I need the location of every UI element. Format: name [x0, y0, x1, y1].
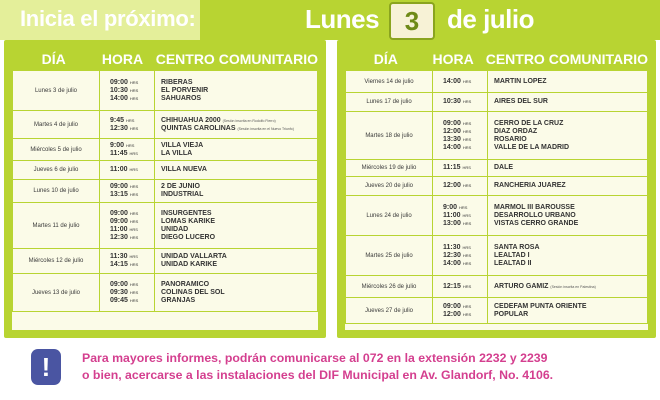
- header-month: de julio: [447, 4, 534, 34]
- center-name: [161, 95, 317, 103]
- row-centers: [155, 183, 317, 199]
- center-label: CHIHUAHUA 2000: [161, 116, 221, 124]
- hour-suffix: HRS: [462, 244, 471, 250]
- row-day: Lunes 24 de julio: [366, 212, 412, 219]
- table-body: [12, 70, 318, 312]
- hour-suffix: HRS: [462, 136, 472, 142]
- hour-suffix: HRS: [462, 220, 472, 226]
- hour-value: 12:30: [110, 233, 128, 241]
- row-hour: [443, 164, 487, 172]
- row-hour: [110, 125, 154, 133]
- hour-suffix: HRS: [125, 117, 135, 123]
- center-name: [161, 226, 317, 234]
- row-centers: [155, 281, 317, 305]
- footer-info: [82, 350, 553, 384]
- center-label: LEALTAD I: [494, 251, 530, 259]
- center-name: [161, 210, 317, 218]
- hour-suffix: HRS: [129, 184, 139, 189]
- hour-value: 11:00: [110, 225, 128, 233]
- table-row: [13, 248, 317, 273]
- center-name: [494, 144, 647, 152]
- center-name: [161, 183, 317, 191]
- center-label: VISTAS CERRO GRANDE: [494, 219, 579, 227]
- hour-suffix: HRS: [129, 210, 139, 216]
- row-day: Martes 11 de julio: [32, 222, 80, 229]
- row-hour: [110, 191, 154, 199]
- row-hour: [443, 128, 487, 136]
- center-label: LA VILLA: [161, 149, 193, 157]
- row-hour: [110, 142, 154, 150]
- center-name: [494, 260, 647, 268]
- row-hours: [99, 139, 155, 160]
- row-hour: [110, 87, 154, 95]
- row-hour: [110, 289, 154, 297]
- hour-suffix: HRS: [462, 260, 472, 266]
- hour-value: 11:30: [443, 243, 461, 251]
- hour-suffix: HRS: [129, 79, 139, 85]
- hour-value: 12:30: [443, 251, 461, 259]
- center-label: SANTA ROSA: [494, 243, 540, 251]
- center-label: ROSARIO: [494, 135, 527, 143]
- row-day: Martes 4 de julio: [33, 121, 79, 128]
- header-day-name: Lunes: [305, 4, 380, 34]
- table-row: [13, 179, 317, 202]
- row-hour: [443, 311, 487, 319]
- hour-value: 12:00: [443, 310, 461, 318]
- row-centers: [155, 142, 317, 158]
- row-hours: [432, 177, 488, 195]
- hour-suffix: HRS: [462, 120, 472, 126]
- hour-value: 09:45: [110, 296, 128, 304]
- row-hour: [443, 260, 487, 268]
- row-hour: [110, 166, 154, 174]
- row-day: Jueves 6 de julio: [33, 167, 79, 173]
- row-hours: [99, 249, 155, 273]
- hour-value: 11:00: [443, 211, 461, 219]
- center-name: [161, 261, 317, 269]
- row-centers: [488, 244, 647, 268]
- center-note: (Sesión inscrita en el Nuevo Triunfo): [237, 126, 294, 131]
- table-row: [13, 202, 317, 248]
- row-hour: [443, 78, 487, 86]
- row-hours: [432, 93, 488, 111]
- center-label: LOMAS KARIKE: [161, 217, 216, 225]
- hour-suffix: HRS: [462, 99, 472, 104]
- center-label: VILLA NUEVA: [161, 166, 207, 173]
- table-body: [345, 70, 648, 324]
- hour-value: 12:00: [443, 182, 461, 189]
- hour-value: 09:00: [443, 302, 461, 310]
- hour-suffix: HRS: [129, 262, 139, 267]
- center-name: [161, 166, 317, 174]
- row-hours: [99, 203, 155, 248]
- header-left-tab: [0, 0, 200, 40]
- row-hour: [110, 234, 154, 242]
- center-name: [161, 253, 317, 261]
- center-label: LEALTAD II: [494, 259, 532, 267]
- table-row: [13, 138, 317, 160]
- center-name: [161, 218, 317, 226]
- center-name: [494, 204, 647, 212]
- row-hour: [443, 204, 487, 212]
- table-header: [345, 48, 648, 70]
- row-centers: [488, 283, 647, 291]
- center-name: [494, 120, 647, 128]
- hour-suffix: HRS: [129, 87, 139, 93]
- hour-suffix: HRS: [129, 125, 139, 131]
- hour-value: 12:30: [110, 124, 128, 132]
- row-centers: [488, 120, 647, 152]
- center-name: [494, 311, 647, 319]
- center-name: [161, 297, 317, 305]
- table-row: [346, 111, 647, 159]
- table-row: [13, 160, 317, 179]
- center-label: CERRO DE LA CRUZ: [494, 119, 564, 127]
- row-day: Miércoles 26 de julio: [361, 283, 417, 290]
- row-day: Lunes 17 de julio: [366, 99, 412, 105]
- center-name: [494, 128, 647, 136]
- hour-value: 10:30: [443, 98, 461, 105]
- center-label: SAHUAROS: [161, 94, 202, 102]
- table-row: [13, 273, 317, 311]
- row-day: Martes 25 de julio: [365, 252, 413, 259]
- hour-suffix: HRS: [462, 311, 472, 317]
- row-hour: [110, 226, 154, 234]
- row-centers: [488, 303, 647, 319]
- row-centers: [155, 210, 317, 242]
- center-label: UNIDAD KARIKE: [161, 261, 217, 268]
- center-name: [161, 125, 317, 133]
- center-label: RIBERAS: [161, 78, 193, 86]
- center-name: [494, 212, 647, 220]
- hour-suffix: HRS: [129, 226, 138, 232]
- row-hours: [432, 196, 488, 235]
- hour-suffix: HRS: [129, 254, 138, 259]
- row-day: Lunes 3 de julio: [34, 87, 78, 94]
- center-name: [161, 79, 317, 87]
- row-hour: [443, 283, 487, 291]
- hour-value: 09:30: [110, 288, 128, 296]
- row-hour: [443, 136, 487, 144]
- center-name: [161, 191, 317, 199]
- row-hours: [432, 276, 488, 297]
- center-label: DIEGO LUCERO: [161, 233, 216, 241]
- table-header: [12, 48, 318, 70]
- row-day: Martes 18 de julio: [365, 132, 413, 139]
- row-hour: [443, 98, 487, 106]
- hour-suffix: HRS: [462, 283, 472, 289]
- row-hours: [432, 112, 488, 159]
- hour-suffix: HRS: [129, 297, 139, 303]
- center-label: VILLA VIEJA: [161, 141, 204, 149]
- row-centers: [488, 182, 647, 190]
- hour-suffix: HRS: [462, 128, 472, 134]
- hour-suffix: HRS: [129, 192, 139, 197]
- center-label: DALE: [494, 164, 514, 171]
- col-centro: CENTRO COMUNITARIO: [155, 51, 318, 67]
- row-day: Lunes 10 de julio: [33, 188, 79, 194]
- center-name: [494, 98, 647, 106]
- center-name: [161, 150, 317, 158]
- hour-suffix: HRS: [462, 165, 471, 170]
- hour-value: 13:30: [443, 135, 461, 143]
- center-label: COLINAS DEL SOL: [161, 288, 225, 296]
- center-label: INSURGENTES: [161, 209, 212, 217]
- hour-suffix: HRS: [129, 234, 139, 240]
- row-hour: [110, 95, 154, 103]
- center-label: VALLE DE LA MADRID: [494, 143, 570, 151]
- center-label: RANCHERÍA JUÁREZ: [494, 182, 566, 189]
- center-label: UNIDAD VALLARTA: [161, 253, 227, 260]
- row-day: Miércoles 19 de julio: [361, 165, 417, 171]
- row-hour: [443, 212, 487, 220]
- table-row: [13, 70, 317, 110]
- table-row: [346, 159, 647, 176]
- hour-value: 14:15: [110, 261, 128, 268]
- table-row: [346, 275, 647, 297]
- row-hours: [432, 71, 488, 92]
- row-hour: [110, 261, 154, 269]
- center-name: [494, 220, 647, 228]
- hour-value: 13:00: [443, 219, 461, 227]
- center-name: [161, 281, 317, 289]
- info-exclamation-icon: !: [31, 349, 61, 385]
- center-name: [161, 234, 317, 242]
- hour-value: 14:00: [443, 259, 461, 267]
- hour-suffix: HRS: [129, 150, 138, 156]
- center-label: ARTURO GÁMIZ: [494, 282, 549, 290]
- center-label: 2 DE JUNIO: [161, 183, 200, 190]
- center-name: [161, 142, 317, 150]
- hour-value: 09:00: [110, 183, 128, 190]
- row-centers: [488, 164, 647, 172]
- center-label: AIRES DEL SUR: [494, 98, 548, 105]
- hour-suffix: HRS: [129, 95, 139, 101]
- hour-value: 09:00: [443, 119, 461, 127]
- hour-suffix: HRS: [129, 281, 139, 287]
- hour-suffix: HRS: [129, 289, 139, 295]
- hour-suffix: HRS: [462, 252, 472, 258]
- center-name: [494, 303, 647, 311]
- row-day: Miércoles 5 de julio: [30, 146, 82, 153]
- header-banner: [0, 0, 660, 40]
- center-name: [494, 182, 647, 190]
- row-centers: [155, 253, 317, 269]
- hour-value: 14:00: [443, 77, 461, 85]
- col-hora: HORA: [101, 51, 144, 67]
- center-label: EL PORVENIR: [161, 86, 209, 94]
- row-hour: [110, 253, 154, 261]
- hour-suffix: HRS: [462, 183, 472, 188]
- hour-suffix: HRS: [462, 303, 472, 309]
- col-centro: CENTRO COMUNITARIO: [485, 51, 648, 67]
- hour-suffix: HRS: [129, 218, 139, 224]
- hour-suffix: HRS: [125, 142, 135, 148]
- hour-value: 12:00: [443, 127, 461, 135]
- row-day: Miércoles 12 de julio: [28, 258, 84, 264]
- row-hours: [99, 274, 155, 311]
- row-hours: [99, 161, 155, 179]
- footer-line-1: Para mayores informes, podrán comunicarse al 072 en la extensión 2232 y 2239: [82, 351, 548, 365]
- row-hour: [110, 183, 154, 191]
- hour-value: 09:00: [110, 217, 128, 225]
- row-hour: [110, 150, 154, 158]
- center-label: GRANJAS: [161, 296, 196, 304]
- row-hours: [99, 111, 155, 138]
- hour-value: 14:00: [443, 143, 461, 151]
- row-hours: [432, 160, 488, 176]
- center-name: [161, 117, 317, 125]
- row-centers: [488, 78, 647, 86]
- row-hour: [110, 210, 154, 218]
- schedule-table-left: [4, 40, 326, 338]
- center-label: DESARROLLO URBANO: [494, 211, 576, 219]
- hour-value: 9:00: [110, 141, 125, 149]
- col-hora: HORA: [432, 51, 474, 67]
- table-row: [346, 297, 647, 323]
- table-row: [346, 195, 647, 235]
- hour-value: 9:45: [110, 116, 125, 124]
- hour-value: 13:15: [110, 191, 128, 198]
- header-day-number: 3: [389, 2, 435, 40]
- hour-suffix: HRS: [462, 144, 472, 150]
- col-dia: DÍA: [41, 51, 66, 67]
- center-label: INDUSTRIAL: [161, 191, 204, 198]
- row-hour: [110, 281, 154, 289]
- schedule-table-right: [337, 40, 656, 338]
- row-hour: [110, 117, 154, 125]
- row-centers: [488, 204, 647, 228]
- row-hour: [443, 220, 487, 228]
- hour-value: 11:15: [443, 164, 461, 171]
- center-label: CEDEFAM PUNTA ORIENTE: [494, 302, 587, 310]
- center-note: (Sesión inscrita en Rodolfo Fierro): [222, 118, 276, 123]
- row-hour: [443, 182, 487, 190]
- row-hour: [443, 252, 487, 260]
- row-hour: [110, 297, 154, 305]
- hour-suffix: HRS: [462, 212, 471, 218]
- row-centers: [155, 117, 317, 133]
- hour-value: 09:00: [110, 280, 128, 288]
- table-row: [13, 110, 317, 138]
- center-label: QUINTAS CAROLINAS: [161, 124, 236, 132]
- center-label: DÍAZ ORDAZ: [494, 127, 538, 135]
- row-hour: [443, 144, 487, 152]
- row-hours: [432, 298, 488, 323]
- center-name: [494, 164, 647, 172]
- center-note: (Sesión inscrita en Palestina): [550, 284, 596, 289]
- table-row: [346, 70, 647, 92]
- row-hour: [110, 79, 154, 87]
- row-day: Jueves 20 de julio: [364, 183, 414, 189]
- header-date: [210, 0, 660, 40]
- row-hours: [99, 71, 155, 110]
- center-name: [494, 78, 647, 86]
- center-label: UNIDAD: [161, 225, 189, 233]
- center-name: [494, 283, 647, 291]
- center-label: MÁRMOL III BAROUSSE: [494, 203, 575, 211]
- hour-value: 12:15: [443, 282, 461, 290]
- hour-value: 09:00: [110, 209, 128, 217]
- hour-suffix: HRS: [129, 167, 138, 172]
- hour-value: 9:00: [443, 203, 458, 211]
- center-name: [161, 87, 317, 95]
- table-row: [346, 176, 647, 195]
- center-label: POPULAR: [494, 310, 529, 318]
- center-name: [494, 136, 647, 144]
- row-day: Jueves 13 de julio: [31, 289, 81, 296]
- center-label: MARTÍN LÓPEZ: [494, 77, 547, 85]
- footer-line-2: o bien, acercarse a las instalaciones del DIF Municipal en Av. Glandorf, No. 4106.: [82, 368, 554, 382]
- hour-value: 11:45: [110, 149, 128, 157]
- center-name: [494, 244, 647, 252]
- table-row: [346, 92, 647, 111]
- hour-value: 11:30: [110, 253, 128, 260]
- center-name: [161, 289, 317, 297]
- hour-value: 11:00: [110, 166, 128, 173]
- row-day: Viernes 14 de julio: [364, 78, 414, 85]
- header-start-label: Inicia el próximo:: [20, 6, 196, 31]
- hour-suffix: HRS: [458, 204, 468, 210]
- hour-value: 10:30: [110, 86, 128, 94]
- center-name: [494, 252, 647, 260]
- row-hour: [443, 120, 487, 128]
- row-day: Jueves 27 de julio: [364, 307, 414, 314]
- row-hour: [110, 218, 154, 226]
- hour-value: 14:00: [110, 94, 128, 102]
- row-hours: [432, 236, 488, 275]
- table-row: [346, 235, 647, 275]
- col-dia: DÍA: [373, 51, 398, 67]
- row-hour: [443, 244, 487, 252]
- row-centers: [155, 79, 317, 103]
- center-label: PANORÁMICO: [161, 280, 210, 288]
- row-hours: [99, 180, 155, 202]
- row-centers: [488, 98, 647, 106]
- row-hour: [443, 303, 487, 311]
- row-centers: [155, 166, 317, 174]
- hour-suffix: HRS: [462, 78, 472, 84]
- hour-value: 09:00: [110, 78, 128, 86]
